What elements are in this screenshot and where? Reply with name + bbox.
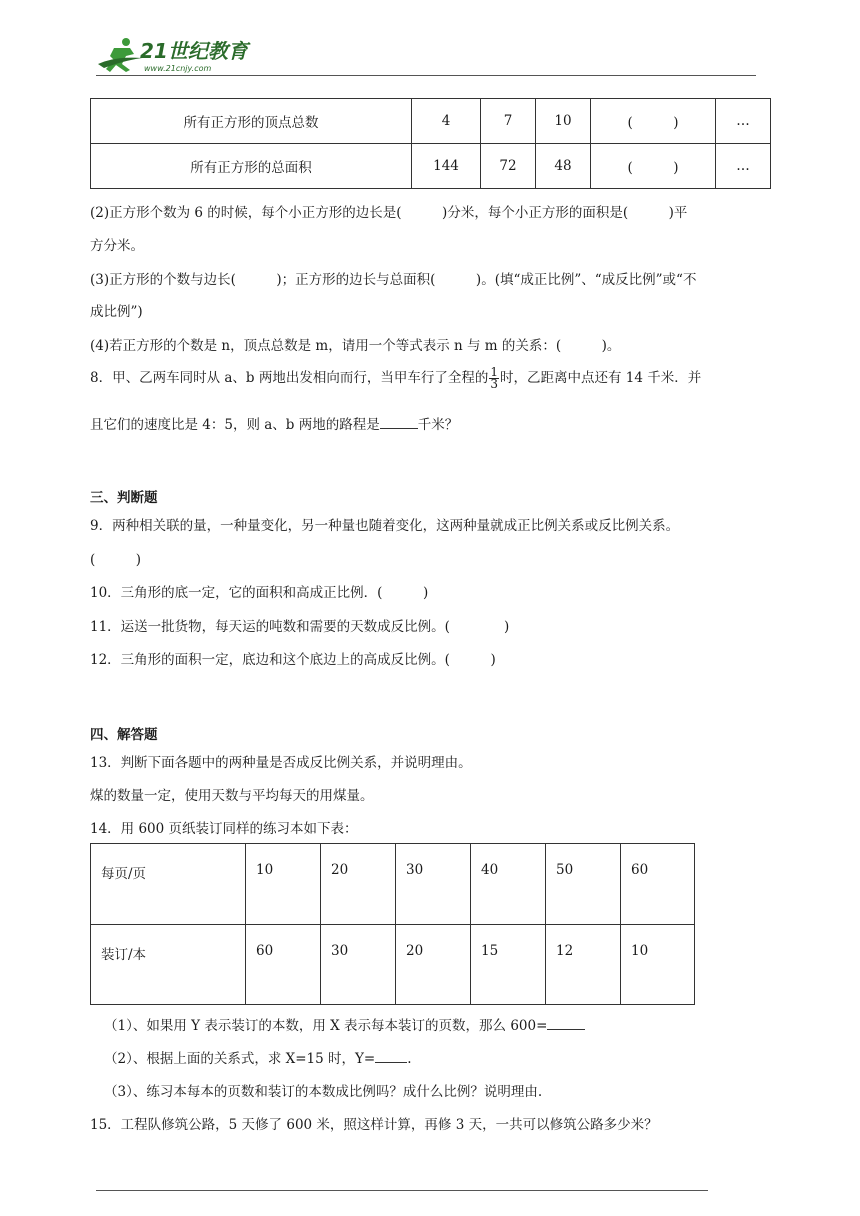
table-cell: 30 xyxy=(396,844,471,925)
q12: 12．三角形的面积一定，底边和这个底边上的高成反比例。( ) xyxy=(90,652,496,668)
table-cell: 10 xyxy=(621,925,695,1005)
table-cell: 72 xyxy=(481,144,536,189)
runner-figure-icon xyxy=(98,38,142,72)
table-cell: 12 xyxy=(546,925,621,1005)
table-cell: 4 xyxy=(412,99,481,144)
q11: 11．运送一批货物，每天运的吨数和需要的天数成反比例。( ) xyxy=(90,619,510,635)
square-table xyxy=(90,98,771,189)
table-cell: 所有正方形的总面积 xyxy=(91,144,412,189)
q14-intro: 14．用 600 页纸装订同样的练习本如下表： xyxy=(90,821,358,837)
q14-sub1-text: （1）、如果用 Y 表示装订的本数，用 X 表示每本装订的页数，那么 600= xyxy=(104,1018,548,1034)
q15: 15．工程队修筑公路，5 天修了 600 米，照这样计算，再修 3 天，一共可以修筑公路多少米？ xyxy=(90,1117,658,1133)
table-cell: 144 xyxy=(412,144,481,189)
table-cell: 7 xyxy=(481,99,536,144)
q13-line1: 13．判断下面各题中的两种量是否成反比例关系，并说明理由。 xyxy=(90,755,472,771)
table-row xyxy=(91,844,695,925)
q9-line1: 9．两种相关联的量，一种量变化，另一种量也随着变化，这两种量就成正比例关系或反比例关系。 xyxy=(90,518,680,534)
q8-text-b: 时，乙距离中点还有 14 千米．并 xyxy=(500,370,702,386)
q7-part3-line2: 成比例”) xyxy=(90,304,143,320)
table-cell: 10 xyxy=(246,844,321,925)
table-cell: 40 xyxy=(471,844,546,925)
q8-text-c: 且它们的速度比是 4：5，则 a、b 两地的路程是 xyxy=(90,417,380,433)
table-cell: 48 xyxy=(536,144,591,189)
logo-text: 21世纪教育 xyxy=(140,39,248,63)
q14-sub2-end: . xyxy=(407,1051,412,1067)
header-rule xyxy=(96,75,756,76)
fraction-numerator: 1 xyxy=(490,365,499,379)
q10: 10．三角形的底一定，它的面积和高成正比例．( ) xyxy=(90,585,429,601)
q8-line2 xyxy=(90,413,458,433)
table-cell: ( ) xyxy=(591,99,716,144)
q7-part2-line1: (2)正方形个数为 6 的时候，每个小正方形的边长是( )分米，每个小正方形的面积是( )平 xyxy=(90,205,688,221)
table-row xyxy=(91,144,771,189)
table-cell: … xyxy=(716,99,771,144)
answer-blank[interactable] xyxy=(380,416,418,429)
section-title-answer: 四、解答题 xyxy=(90,727,158,743)
notebook-table xyxy=(90,843,695,1005)
table-cell: 每页/页 xyxy=(91,844,246,925)
q7-part2-line2: 方分米。 xyxy=(90,238,144,254)
answer-blank[interactable] xyxy=(547,1017,585,1030)
q7-part3-line1: (3)正方形的个数与边长( )；正方形的边长与总面积( )。(填“成正比例”、“成反比例”或“不 xyxy=(90,272,697,288)
table-cell: 60 xyxy=(246,925,321,1005)
q8-text-a: 8．甲、乙两车同时从 a、b 两地出发相向而行，当甲车行了全程的 xyxy=(90,370,489,386)
table-cell: 10 xyxy=(536,99,591,144)
fraction-one-third xyxy=(489,367,499,390)
table-cell: 30 xyxy=(321,925,396,1005)
section-title-judgment: 三、判断题 xyxy=(90,490,158,506)
q13-line2: 煤的数量一定，使用天数与平均每天的用煤量。 xyxy=(90,788,374,804)
table-cell: 所有正方形的顶点总数 xyxy=(91,99,412,144)
q14-sub1 xyxy=(104,1014,585,1034)
logo-21cnjy xyxy=(96,34,256,76)
table-row xyxy=(91,99,771,144)
table-cell: 50 xyxy=(546,844,621,925)
table-cell: 20 xyxy=(321,844,396,925)
logo-url: www.21cnjy.com xyxy=(144,64,212,73)
q14-sub2 xyxy=(104,1047,412,1067)
table-cell: ( ) xyxy=(591,144,716,189)
q14-sub2-text: （2）、根据上面的关系式，求 X=15 时，Y= xyxy=(104,1051,376,1067)
table-cell: 装订/本 xyxy=(91,925,246,1005)
table-cell: 20 xyxy=(396,925,471,1005)
table-cell: … xyxy=(716,144,771,189)
footer-rule xyxy=(96,1190,708,1191)
table-cell: 60 xyxy=(621,844,695,925)
q8-text-d: 千米？ xyxy=(417,417,459,433)
q14-sub3: （3）、练习本每本的页数和装订的本数成比例吗？成什么比例？说明理由. xyxy=(104,1084,543,1100)
q8-line1 xyxy=(90,366,701,390)
q7-part4: (4)若正方形的个数是 n，顶点总数是 m，请用一个等式表示 n 与 m 的关系：( )。 xyxy=(90,338,621,354)
table-row xyxy=(91,925,695,1005)
q9-line2: ( ) xyxy=(90,552,142,568)
fraction-denominator: 3 xyxy=(490,377,499,391)
answer-blank[interactable] xyxy=(375,1050,407,1063)
table-cell: 15 xyxy=(471,925,546,1005)
